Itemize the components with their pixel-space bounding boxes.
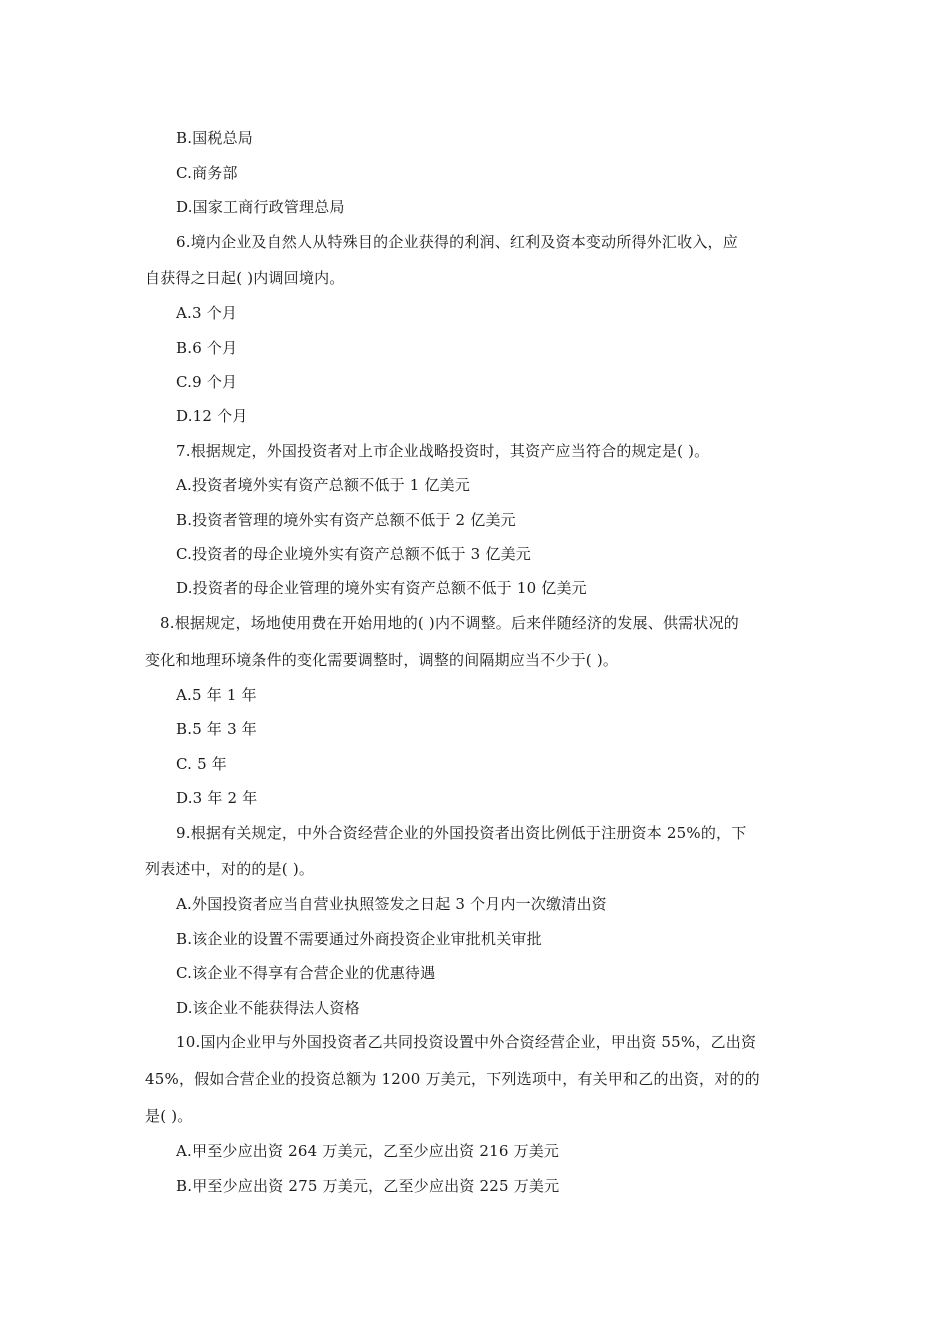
question-6: 6.境内企业及自然人从特殊目的企业获得的利润、红利及资本变动所得外汇收入，应: [176, 233, 738, 251]
question-8: 8.根据规定，场地使用费在开始用地的( )内不调整。后来伴随经济的发展、供需状况的: [160, 614, 739, 632]
question-10: 10.国内企业甲与外国投资者乙共同投资设置中外合资经营企业，甲出资 55%，乙出资: [176, 1033, 757, 1051]
option-c: C.该企业不得享有合营企业的优惠待遇: [176, 964, 436, 982]
option-d: D.3 年 2 年: [176, 789, 258, 807]
question-7: 7.根据规定，外国投资者对上市企业战略投资时，其资产应当符合的规定是( )。: [176, 442, 710, 460]
question-10-continuation: 是( )。: [145, 1107, 193, 1125]
option-b: B.6 个月: [176, 339, 238, 357]
question-10-continuation: 45%，假如合营企业的投资总额为 1200 万美元，下列选项中，有关甲和乙的出资，对的的: [145, 1070, 760, 1088]
option-b: B.5 年 3 年: [176, 720, 257, 738]
option-b: B.甲至少应出资 275 万美元，乙至少应出资 225 万美元: [176, 1177, 560, 1195]
option-d: D.该企业不能获得法人资格: [176, 999, 360, 1017]
question-9: 9.根据有关规定，中外合资经营企业的外国投资者出资比例低于注册资本 25%的，下: [176, 824, 747, 842]
option-a: A.甲至少应出资 264 万美元，乙至少应出资 216 万美元: [176, 1142, 560, 1160]
option-c: C. 5 年: [176, 755, 227, 773]
option-c: C.商务部: [176, 164, 238, 182]
option-a: A.外国投资者应当自营业执照签发之日起 3 个月内一次缴清出资: [176, 895, 607, 913]
option-b: B.国税总局: [176, 129, 253, 147]
question-8-continuation: 变化和地理环境条件的变化需要调整时，调整的间隔期应当不少于( )。: [145, 651, 619, 669]
option-d: D.国家工商行政管理总局: [176, 198, 345, 216]
question-9-continuation: 列表述中，对的的是( )。: [145, 860, 315, 878]
option-b: B.该企业的设置不需要通过外商投资企业审批机关审批: [176, 930, 542, 948]
option-c: C.投资者的母企业境外实有资产总额不低于 3 亿美元: [176, 545, 531, 563]
option-d: D.12 个月: [176, 407, 248, 425]
option-a: A.3 个月: [176, 304, 238, 322]
question-6-continuation: 自获得之日起( )内调回境内。: [145, 269, 345, 287]
option-d: D.投资者的母企业管理的境外实有资产总额不低于 10 亿美元: [176, 579, 587, 597]
option-a: A.投资者境外实有资产总额不低于 1 亿美元: [176, 476, 471, 494]
option-c: C.9 个月: [176, 373, 238, 391]
option-a: A.5 年 1 年: [176, 686, 257, 704]
option-b: B.投资者管理的境外实有资产总额不低于 2 亿美元: [176, 511, 516, 529]
